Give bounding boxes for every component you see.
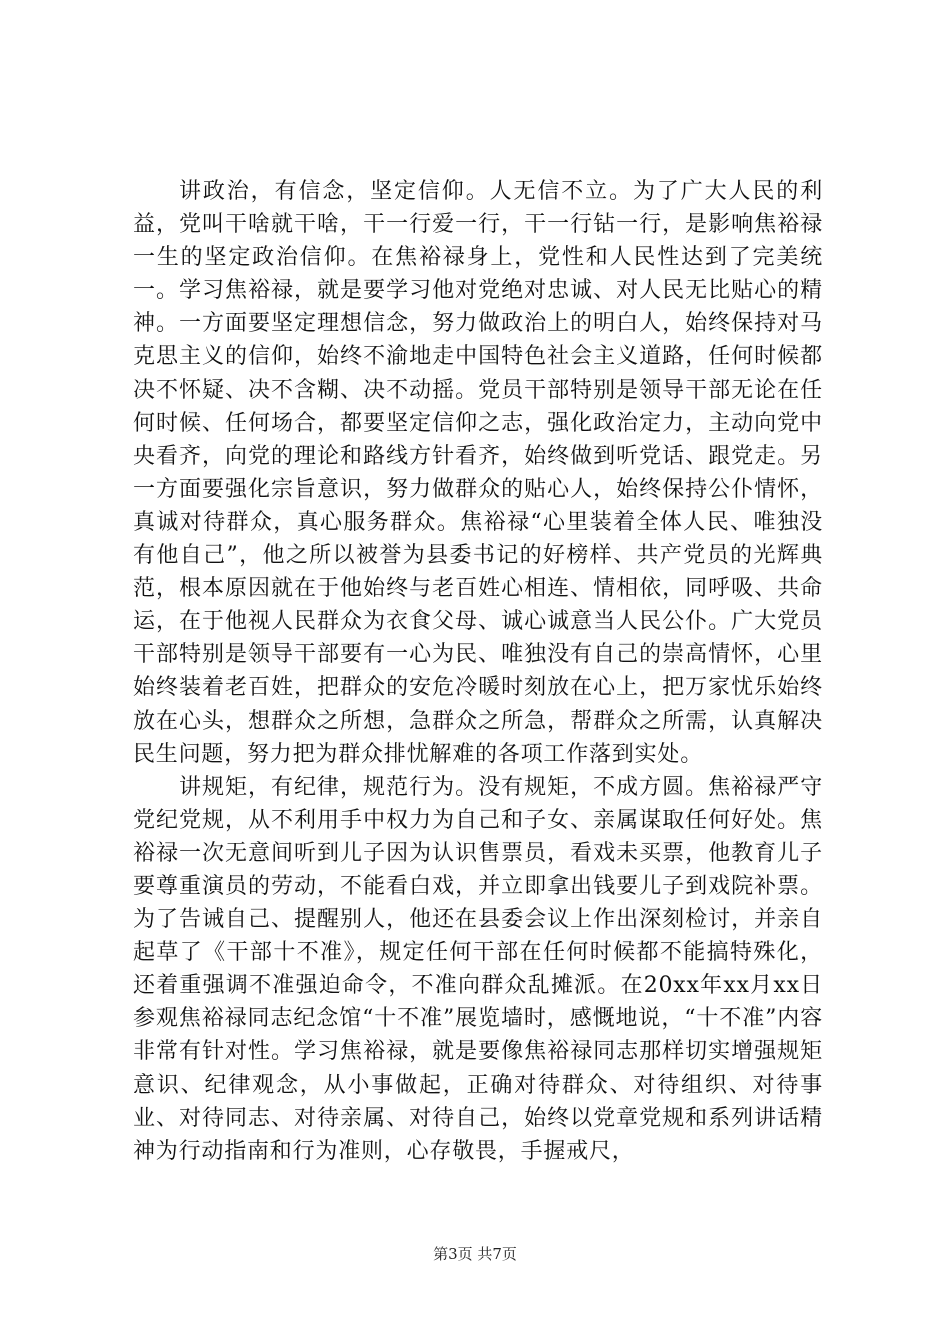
page-number: 第3页 共7页 <box>433 1245 517 1263</box>
document-body <box>133 175 823 1168</box>
paragraph-rules-discipline: 讲规矩，有纪律，规范行为。没有规矩，不成方圆。焦裕禄严守党纪党规，从不利用手中权力为自己和子女、亲属谋取任何好处。焦裕禄一次无意间听到儿子因为认识售票员，看戏未买票，他教育儿子要尊重演员的劳动，不能看白戏，并立即拿出钱要儿子到戏院补票。为了告诫自己、提醒别人，他还在县委会议上作出深刻检讨，并亲自起草了《干部十不准》，规定任何干部在任何时候都不能搞特殊化，还着重强调不准强迫命令，不准向群众乱摊派。在20xx年xx月xx日参观焦裕禄同志纪念馆“十不准”展览墙时，感慨地说，“十不准”内容非常有针对性。学习焦裕禄，就是要像焦裕禄同志那样切实增强规矩意识、纪律观念，从小事做起，正确对待群众、对待组织、对待事业、对待同志、对待亲属、对待自己，始终以党章党规和系列讲话精神为行动指南和行为准则，心存敬畏，手握戒尺， <box>133 774 823 1164</box>
page-footer <box>0 1244 950 1264</box>
paragraph-political-belief: 讲政治，有信念，坚定信仰。人无信不立。为了广大人民的利益，党叫干啥就干啥，干一行爱一行，干一行钻一行，是影响焦裕禄一生的坚定政治信仰。在焦裕禄身上，党性和人民性达到了完美统一。学习焦裕禄，就是要学习他对党绝对忠诚、对人民无比贴心的精神。一方面要坚定理想信念，努力做政治上的明白人，始终保持对马克思主义的信仰，始终不渝地走中国特色社会主义道路，任何时候都决不怀疑、决不含糊、决不动摇。党员干部特别是领导干部无论在任何时候、任何场合，都要坚定信仰之志，强化政治定力，主动向党中央看齐，向党的理论和路线方针看齐，始终做到听党话、跟党走。另一方面要强化宗旨意识，努力做群众的贴心人，始终保持公仆情怀，真诚对待群众，真心服务群众。焦裕禄“心里装着全体人民、唯独没有他自己”，他之所以被誉为县委书记的好榜样、共产党员的光辉典范，根本原因就在于他始终与老百姓心相连、情相依，同呼吸、共命运，在于他视人民群众为衣食父母、诚心诚意当人民公仆。广大党员干部特别是领导干部要有一心为民、唯独没有自己的崇高情怀，心里始终装着老百姓，把群众的安危冷暖时刻放在心上，把万家忧乐始终放在心头，想群众之所想，急群众之所急，帮群众之所需，认真解决民生问题，努力把为群众排忧解难的各项工作落到实处。 <box>133 179 823 767</box>
